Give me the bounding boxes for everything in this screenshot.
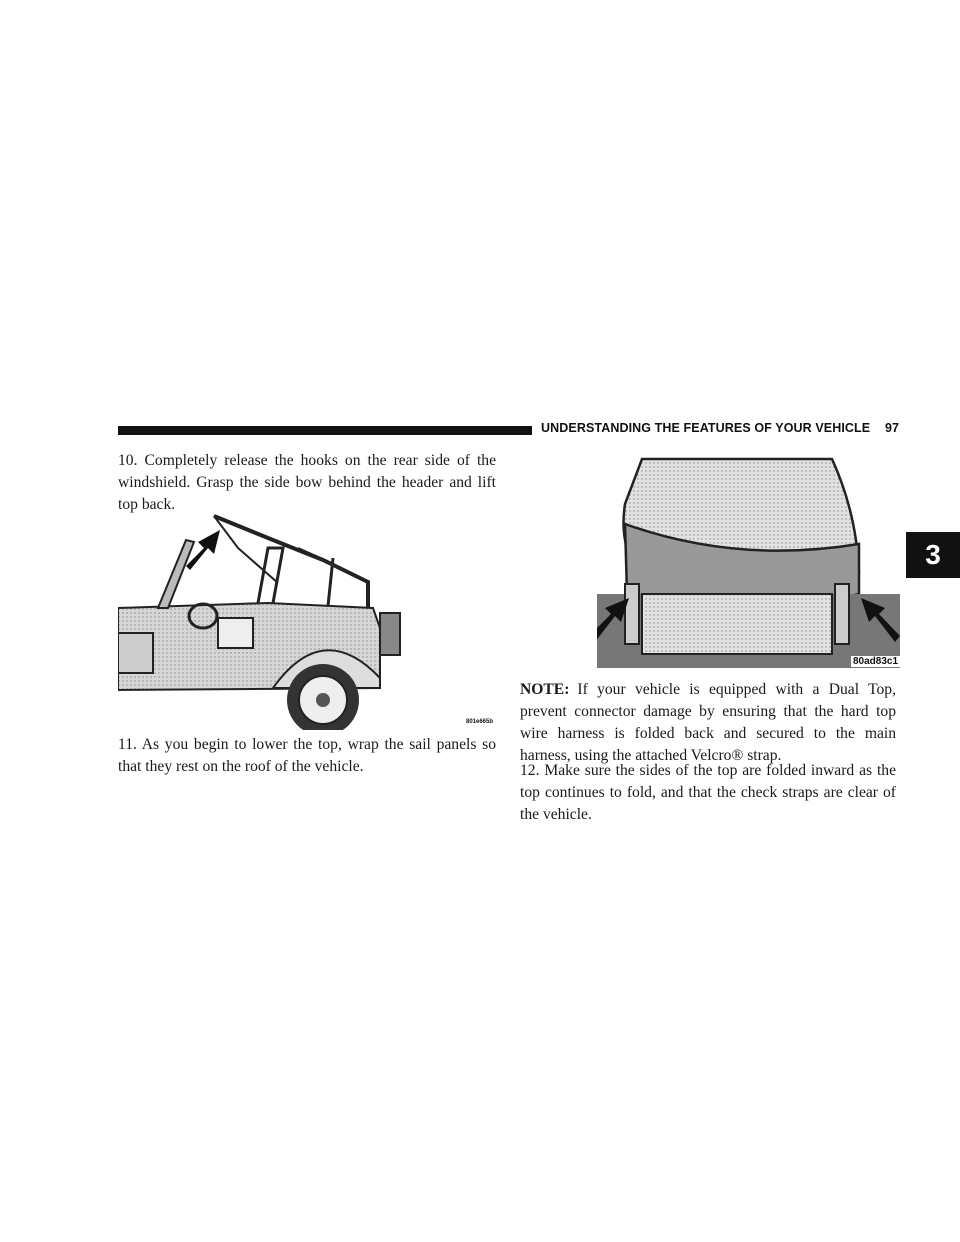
section-title: UNDERSTANDING THE FEATURES OF YOUR VEHICLE — [541, 421, 871, 435]
folded-top-illustration — [597, 454, 900, 668]
note-paragraph — [520, 679, 896, 767]
figure-2-code: 80ad83c1 — [853, 656, 899, 667]
note-label: NOTE: — [520, 681, 570, 698]
note-text: If your vehicle is equipped with a Dual Top, prevent connector damage by ensuring that the hard top wire harness is folded back and secured to the main harness, using the attached Velcro® strap. — [520, 681, 896, 764]
page-number: 97 — [885, 421, 899, 435]
step-11-paragraph: 11. As you begin to lower the top, wrap the sail panels so that they rest on the roof of the vehicle. — [118, 736, 496, 775]
figure-1-code: 801e665b — [466, 719, 494, 725]
step-10-paragraph: 10. Completely release the hooks on the rear side of the windshield. Grasp the side bow behind the header and lift top back. — [118, 452, 496, 513]
header-rule — [118, 426, 532, 435]
vehicle-side-illustration — [118, 508, 502, 730]
step-12-paragraph: 12. Make sure the sides of the top are folded inward as the top continues to fold, and that the check straps are clear of the vehicle. — [520, 762, 896, 823]
chapter-tab: 3 — [906, 532, 960, 578]
